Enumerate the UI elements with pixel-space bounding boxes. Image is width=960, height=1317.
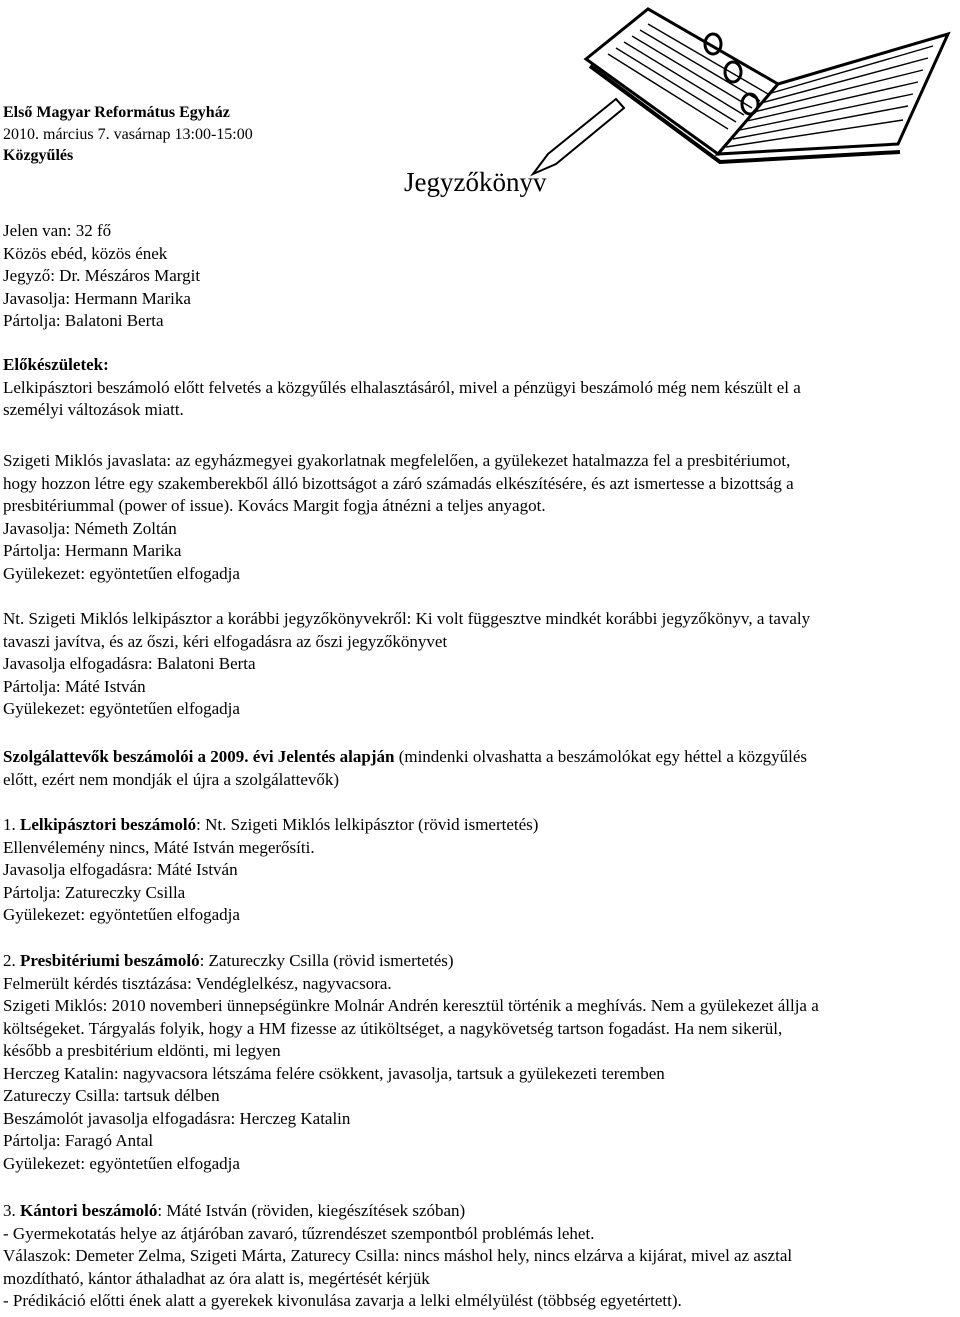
seconded-by: Pártolja: Zatureczky Csilla xyxy=(3,882,186,902)
reports-intro xyxy=(3,746,958,791)
document-header xyxy=(3,102,253,167)
meeting-type: Közgyűlés xyxy=(3,147,74,164)
report-line: - Gyermekotatás helye az átjáróban zavaró, tűzrendészet szempontból problémás lehet. xyxy=(3,1223,595,1243)
proposal-section xyxy=(3,450,958,585)
church-name: Első Magyar Református Egyház xyxy=(3,104,230,121)
report-line: Szigeti Miklós: 2010 novemberi ünnepségünkre Molnár Andrén keresztül történik a meghívás. Nem a gyülekezet állja a xyxy=(3,996,819,1015)
minutes-section xyxy=(3,608,958,721)
proposal-text: hogy hozzon létre egy szakemberekből álló bizottságot a záró számadás elkészítésére, és azt ismertesse a bizottság a xyxy=(3,473,794,493)
present-count: Jelen van: 32 fő xyxy=(3,221,112,240)
document-title: Jegyzőkönyv xyxy=(404,167,547,197)
vote-result: Gyülekezet: egyöntetűen elfogadja xyxy=(3,905,240,924)
reports-note: előtt, ezért nem mondják el újra a szolgálattevők) xyxy=(3,769,340,789)
preparations-line: Lelkipásztori beszámoló előtt felvetés a közgyűlés elhalasztásáról, mivel a pénzügyi beszámoló még nem készült el a xyxy=(3,377,801,397)
report-line: Válaszok: Demeter Zelma, Szigeti Márta, Zaturecy Csilla: nincs máshol hely, nincs elzárva a kijárat, mivel az asztal xyxy=(3,1246,793,1265)
report-pastoral xyxy=(3,814,958,927)
meeting-date: 2010. március 7. vasárnap 13:00-15:00 xyxy=(3,125,253,143)
proposed-by: Javasolja elfogadásra: Máté István xyxy=(3,860,238,879)
attendance-section xyxy=(3,220,958,333)
report-line: - Prédikáció előtti ének alatt a gyerekek kivonulása zavarja a lelki elmélyülést (többség egyetértett). xyxy=(3,1291,682,1310)
seconded-by: Pártolja: Máté István xyxy=(3,676,146,696)
report-line: mozdítható, kántor áthaladhat az óra alatt is, megértését kérjük xyxy=(3,1268,430,1288)
report-line: később a presbitérium eldönti, mi legyen xyxy=(3,1041,281,1060)
report-line: költségeket. Tárgyalás folyik, hogy a HM fizesse az útiköltséget, a nagykövetség tartson fogadást. Ha nem sikerül, xyxy=(3,1018,783,1038)
reports-note: (mindenki olvashatta a beszámolókat egy héttel a közgyűlés xyxy=(394,747,808,766)
proposed-by: Javasolja: Hermann Marika xyxy=(3,288,191,308)
reports-heading: Szolgálattevők beszámolói a 2009. évi Jelentés alapján xyxy=(3,747,395,766)
seconded-by: Pártolja: Hermann Marika xyxy=(3,541,182,560)
minutes-text: Nt. Szigeti Miklós lelkipásztor a korábbi jegyzőkönyvekről: Ki volt függesztve mindkét korábbi jegyzőkönyv, a tavaly xyxy=(3,609,811,628)
report-line: Herczeg Katalin: nagyvacsora létszáma felére csökkent, javasolja, tartsuk a gyülekezeti teremben xyxy=(3,1063,665,1083)
lunch-note: Közös ebéd, közös ének xyxy=(3,243,168,263)
report-number: 1. xyxy=(3,815,20,834)
seconded-by: Pártolja: Faragó Antal xyxy=(3,1131,154,1150)
report-number: 2. xyxy=(3,951,20,970)
preparations-line: személyi változások miatt. xyxy=(3,400,184,419)
report-presenter: : Máté István (röviden, kiegészítések szóban) xyxy=(157,1201,466,1220)
report-presenter: : Nt. Szigeti Miklós lelkipásztor (rövid ismertetés) xyxy=(196,815,539,834)
report-title: Kántori beszámoló xyxy=(20,1201,158,1220)
preparations-section xyxy=(3,354,958,422)
proposed-by: Beszámolót javasolja elfogadásra: Herczeg Katalin xyxy=(3,1108,351,1128)
proposal-text: presbitériummal (power of issue). Kovács Margit fogja átnézni a teljes anyagot. xyxy=(3,496,546,515)
vote-result: Gyülekezet: egyöntetűen elfogadja xyxy=(3,1153,240,1173)
report-line: Felmerült kérdés tisztázása: Vendéglelkész, nagyvacsora. xyxy=(3,973,392,993)
recorder: Jegyző: Dr. Mészáros Margit xyxy=(3,266,201,285)
report-title: Lelkipásztori beszámoló xyxy=(20,815,197,834)
report-presbytery xyxy=(3,950,958,1175)
report-presenter: : Zatureczky Csilla (rövid ismertetés) xyxy=(199,951,454,970)
vote-result: Gyülekezet: egyöntetűen elfogadja xyxy=(3,699,240,718)
proposal-text: Szigeti Miklós javaslata: az egyházmegyei gyakorlatnak megfelelően, a gyülekezet hatalmazza fel a presbitériumot, xyxy=(3,451,791,470)
notebook-with-pen-icon xyxy=(528,4,958,194)
report-number: 3. xyxy=(3,1201,20,1220)
report-title: Presbitériumi beszámoló xyxy=(20,951,200,970)
minutes-text: tavaszi javítva, és az őszi, kéri elfogadásra az őszi jegyzőkönyvet xyxy=(3,631,448,651)
report-line: Ellenvélemény nincs, Máté István megerősíti. xyxy=(3,837,315,857)
vote-result: Gyülekezet: egyöntetűen elfogadja xyxy=(3,563,240,583)
report-cantor xyxy=(3,1200,958,1313)
proposed-by: Javasolja: Németh Zoltán xyxy=(3,518,177,538)
proposed-by: Javasolja elfogadásra: Balatoni Berta xyxy=(3,654,256,673)
preparations-heading: Előkészületek: xyxy=(3,355,109,374)
report-line: Zatureczy Csilla: tartsuk délben xyxy=(3,1086,220,1105)
seconded-by: Pártolja: Balatoni Berta xyxy=(3,311,164,330)
